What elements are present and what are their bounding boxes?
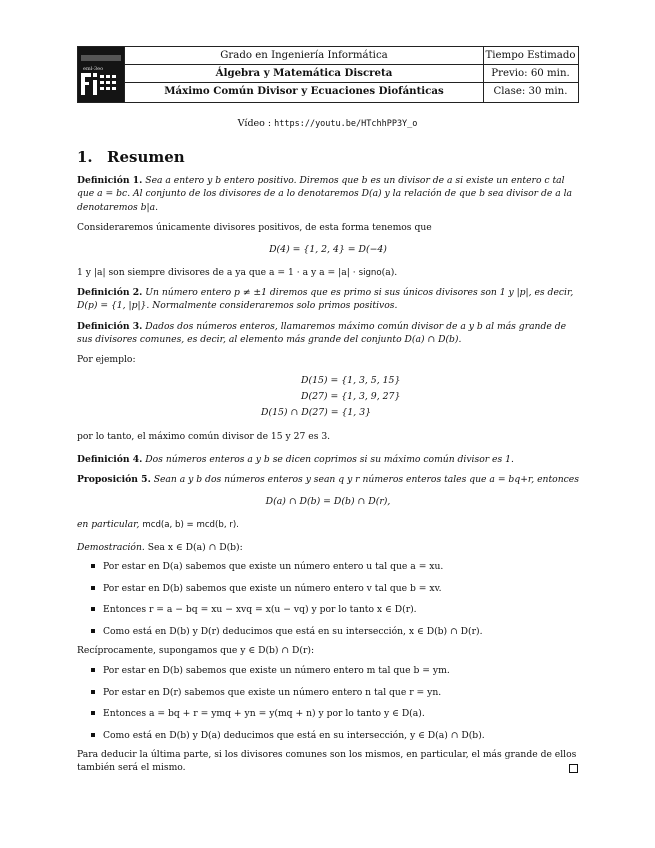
paragraph-6: Recíprocamente, supongamos que y ∈ D(b) ∩ D(r):: [77, 645, 315, 656]
definition-2-head: Definición 2.: [77, 287, 143, 298]
proposition-5: Proposición 5. Sean a y b dos números enteros y sean q y r números enteros tales que a = bq+r, entonces: [77, 474, 579, 485]
proof-head: Demostración.: [77, 542, 145, 553]
definition-4: Definición 4. Dos números enteros a y b se dicen coprimos si su máximo común divisor es 1.: [77, 454, 514, 465]
equation-2-line-3: D(15) ∩ D(27) = {1, 3}: [261, 407, 372, 418]
video-label: Vídeo :: [237, 118, 275, 129]
equation-2-line-2: D(27) = {1, 3, 9, 27}: [301, 391, 401, 402]
header-center: [124, 47, 484, 102]
fi-logo-icon: [81, 73, 99, 95]
list-item: Por estar en D(b) sabemos que existe un número entero v tal que b = xv.: [91, 582, 579, 595]
time-label: Tiempo Estimado: [483, 47, 578, 65]
definition-3: Definición 3. Dados dos números enteros, llamaremos máximo común divisor de a y b al más grande de sus divisores comunes, es decir, al elemento más grande del conjunto D(a) ∩ D(b).: [77, 321, 567, 346]
equation-3: D(a) ∩ D(b) = D(b) ∩ D(r),: [265, 496, 391, 507]
list-item: Por estar en D(r) sabemos que existe un número entero n tal que r = yn.: [91, 686, 579, 699]
paragraph-3: Por ejemplo:: [77, 354, 136, 365]
header-table: [77, 46, 579, 103]
logo-text: eml-3eo: [83, 66, 104, 72]
equation-2-line-1: D(15) = {1, 3, 5, 15}: [301, 375, 401, 386]
paragraph-7: Para deducir la última parte, si los divisores comunes son los mismos, en particular, el más grande de ellos también será el mismo.: [77, 749, 577, 774]
time-clase: Clase: 30 min.: [493, 86, 568, 97]
list-item: Como está en D(b) y D(r) deducimos que está en su intersección, x ∈ D(b) ∩ D(r).: [91, 625, 579, 638]
university-logo: [78, 47, 124, 102]
definition-3-head: Definición 3.: [77, 321, 143, 332]
list-item: Entonces r = a − bq = xu − xvq = x(u − vq) y por lo tanto x ∈ D(r).: [91, 603, 579, 616]
definition-1-head: Definición 1.: [77, 175, 143, 186]
definition-4-head: Definición 4.: [77, 454, 143, 465]
paragraph-1: Consideraremos únicamente divisores positivos, de esta forma tenemos que: [77, 222, 432, 233]
list-item: Como está en D(b) y D(a) deducimos que está en su intersección, y ∈ D(a) ∩ D(b).: [91, 729, 579, 742]
section-number: 1.: [77, 148, 93, 166]
list-item: Por estar en D(b) sabemos que existe un número entero m tal que b = ym.: [91, 664, 579, 677]
proof-start: Demostración. Sea x ∈ D(a) ∩ D(b):: [77, 542, 243, 553]
paragraph-2: 1 y |a| son siempre divisores de a ya que a = 1 · a y a = |a| · signo(a).: [77, 267, 398, 278]
program-name: Grado en Ingeniería Informática: [125, 47, 483, 65]
section-title: Resumen: [107, 148, 185, 166]
list-item: Entonces a = bq + r = ymq + yn = y(mq + n) y por lo tanto y ∈ D(a).: [91, 707, 579, 720]
definition-1: Definición 1. Sea a entero y b entero positivo. Diremos que b es un divisor de a si existe un entero c tal que a = bc. Al conjunto de los divisores de a lo denotaremos D(a) y la relación de que b sea divisor de a la denotaremos b|a.: [77, 175, 573, 213]
paragraph-5: en particular, mcd(a, b) = mcd(b, r).: [77, 519, 239, 530]
paragraph-4: por lo tanto, el máximo común divisor de 15 y 27 es 3.: [77, 431, 331, 442]
header-time: [483, 47, 578, 102]
qed-square-icon: [569, 764, 578, 773]
video-url[interactable]: https://youtu.be/HTchhPP3Y_o: [274, 119, 418, 129]
logo-grid-icon: [100, 75, 118, 93]
video-link-line: [0, 118, 655, 129]
list-item: Por estar en D(a) sabemos que existe un número entero u tal que a = xu.: [91, 560, 579, 573]
equation-1: D(4) = {1, 2, 4} = D(−4): [269, 244, 387, 255]
course-name: Álgebra y Matemática Discreta: [125, 65, 483, 83]
proposition-5-head: Proposición 5.: [77, 474, 151, 485]
time-previo: Previo: 60 min.: [483, 65, 578, 83]
section-heading: [77, 148, 185, 166]
topic-title: Máximo Común Divisor y Ecuaciones Diofánticas: [164, 85, 444, 97]
definition-2: Definición 2. Un número entero p ≠ ±1 diremos que es primo si sus únicos divisores son 1 y |p|, es decir, D(p) = {1, |p|}. Normalmente consideraremos solo primos positivos.: [77, 287, 574, 312]
